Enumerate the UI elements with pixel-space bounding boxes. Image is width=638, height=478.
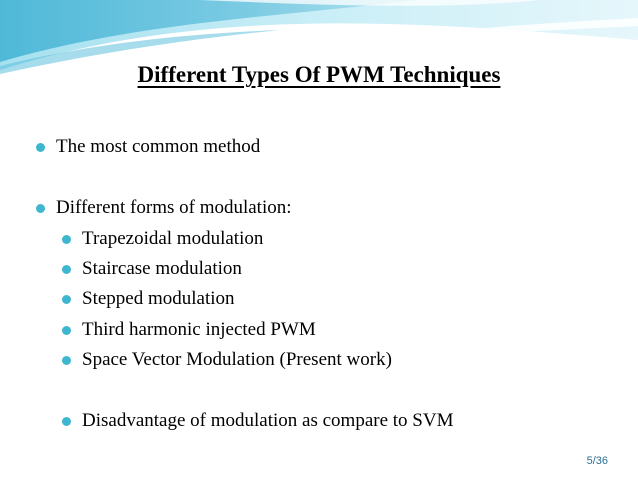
sub-bullet-text: Stepped modulation (82, 288, 235, 309)
bullet-dot-icon (36, 204, 45, 213)
bullet-dot-icon (62, 235, 71, 244)
sub-bullet-item (62, 257, 242, 281)
bullet-item (36, 196, 292, 220)
bullet-dot-icon (36, 143, 45, 152)
bullet-dot-icon (62, 265, 71, 274)
sub-bullet-text: Trapezoidal modulation (82, 228, 264, 249)
page-number: 5/36 (586, 455, 608, 467)
sub-bullet-text: Staircase modulation (82, 258, 242, 279)
bullet-dot-icon (62, 356, 71, 365)
bullet-dot-icon (62, 295, 71, 304)
sub-bullet-text: Disadvantage of modulation as compare to SVM (82, 410, 454, 431)
bullet-dot-icon (62, 417, 71, 426)
sub-bullet-item (62, 318, 316, 342)
sub-bullet-item (62, 409, 453, 433)
slide-title (0, 58, 638, 92)
bullet-dot-icon (62, 326, 71, 335)
slide-title-text: Different Types Of PWM Techniques (137, 62, 501, 87)
sub-bullet-item (62, 287, 235, 311)
bullet-text: The most common method (56, 136, 261, 157)
sub-bullet-text: Space Vector Modulation (Present work) (82, 349, 392, 370)
bullet-text: Different forms of modulation: (56, 197, 292, 218)
sub-bullet-item (62, 348, 392, 372)
sub-bullet-item (62, 227, 263, 251)
bullet-item (36, 135, 260, 159)
sub-bullet-text: Third harmonic injected PWM (82, 319, 316, 340)
